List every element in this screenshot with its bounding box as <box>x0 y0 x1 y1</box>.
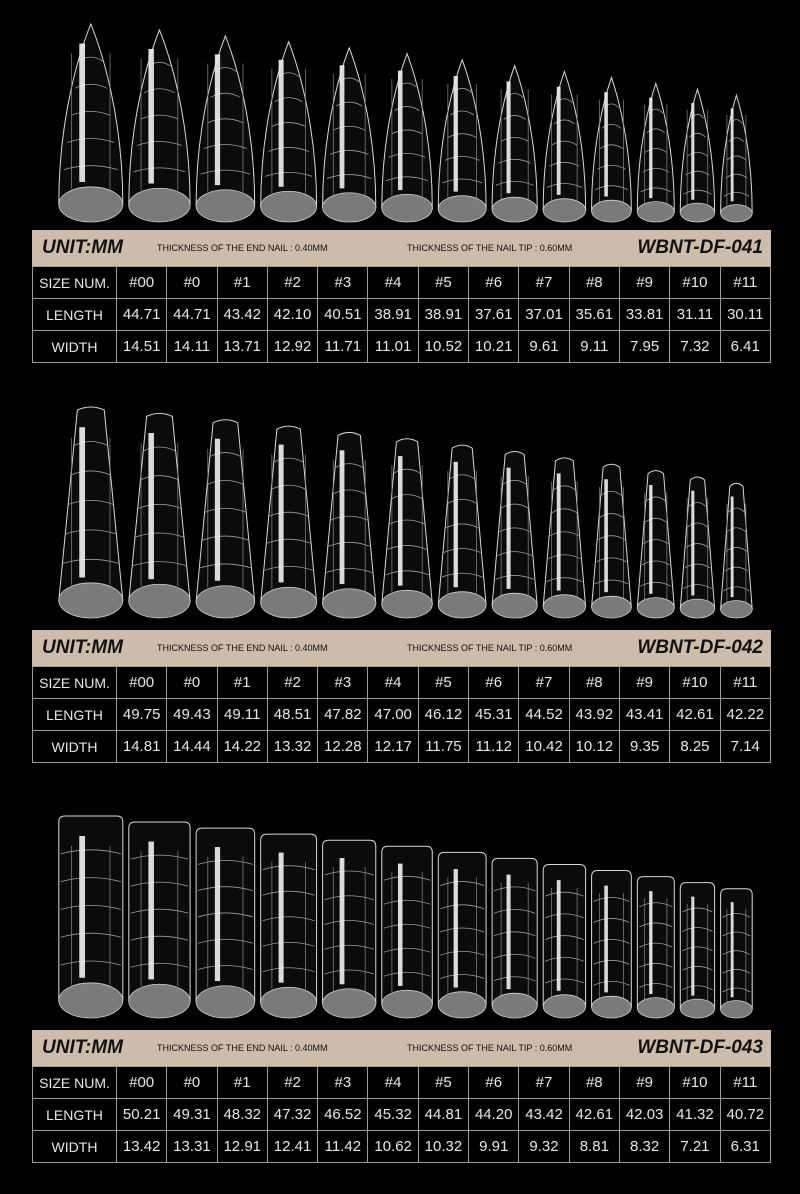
spec-header <box>32 630 771 666</box>
nail-tip-3 <box>261 834 317 1018</box>
spec-header <box>32 1030 771 1066</box>
nail-tip-0 <box>59 407 123 618</box>
width-cell: 9.61 <box>519 331 569 363</box>
nail-tip-1 <box>129 822 190 1018</box>
spec-header <box>32 230 771 266</box>
width-cell: 13.42 <box>117 1131 167 1163</box>
length-cell: 49.75 <box>117 699 167 731</box>
stiletto-nail-row <box>32 8 771 226</box>
length-cell: 38.91 <box>368 299 418 331</box>
length-cell: 45.31 <box>469 699 519 731</box>
width-cell: 10.21 <box>469 331 519 363</box>
size-cell: #8 <box>569 667 619 699</box>
width-cell: 13.32 <box>267 731 317 763</box>
row-label: LENGTH <box>33 299 117 331</box>
row-label: SIZE NUM. <box>33 1067 117 1099</box>
nail-tip-8 <box>543 72 585 222</box>
width-cell: 9.91 <box>469 1131 519 1163</box>
width-cell: 6.31 <box>720 1131 770 1163</box>
length-cell: 42.61 <box>670 699 720 731</box>
length-cell: 45.32 <box>368 1099 418 1131</box>
width-cell: 10.62 <box>368 1131 418 1163</box>
length-cell: 47.82 <box>318 699 368 731</box>
nail-tip-5 <box>382 846 433 1018</box>
width-cell: 11.12 <box>469 731 519 763</box>
table-row-length <box>33 1099 771 1131</box>
nail-tip-0 <box>59 24 123 222</box>
row-label: SIZE NUM. <box>33 267 117 299</box>
width-cell: 12.41 <box>267 1131 317 1163</box>
length-cell: 44.71 <box>117 299 167 331</box>
width-cell: 11.01 <box>368 331 418 363</box>
square-nail-row <box>32 800 771 1022</box>
size-cell: #6 <box>469 1067 519 1099</box>
size-cell: #0 <box>167 1067 217 1099</box>
length-cell: 40.51 <box>318 299 368 331</box>
nail-illustration-041 <box>32 8 771 226</box>
length-cell: 33.81 <box>619 299 669 331</box>
nail-tip-3 <box>261 426 317 618</box>
size-cell: #6 <box>469 267 519 299</box>
width-cell: 7.21 <box>670 1131 720 1163</box>
width-cell: 8.32 <box>619 1131 669 1163</box>
width-cell: 13.31 <box>167 1131 217 1163</box>
row-label: WIDTH <box>33 331 117 363</box>
length-cell: 31.11 <box>670 299 720 331</box>
width-cell: 14.81 <box>117 731 167 763</box>
spec-panel-041 <box>32 230 771 363</box>
nail-tip-10 <box>637 471 674 618</box>
nail-tip-12 <box>721 889 753 1018</box>
size-cell: #11 <box>720 267 770 299</box>
nail-tip-9 <box>592 464 632 618</box>
width-cell: 6.41 <box>720 331 770 363</box>
nail-tip-2 <box>196 420 255 618</box>
size-cell: #10 <box>670 667 720 699</box>
spec-panel-042 <box>32 630 771 763</box>
size-cell: #00 <box>117 267 167 299</box>
size-cell: #1 <box>217 667 267 699</box>
nail-tip-2 <box>196 828 255 1018</box>
row-label: WIDTH <box>33 1131 117 1163</box>
width-cell: 11.42 <box>318 1131 368 1163</box>
size-cell: #3 <box>318 1067 368 1099</box>
size-cell: #10 <box>670 1067 720 1099</box>
nail-tip-8 <box>543 458 585 618</box>
width-cell: 11.75 <box>418 731 468 763</box>
width-cell: 12.91 <box>217 1131 267 1163</box>
length-cell: 37.01 <box>519 299 569 331</box>
length-cell: 46.52 <box>318 1099 368 1131</box>
size-cell: #0 <box>167 667 217 699</box>
nail-illustration-043 <box>32 800 771 1022</box>
size-cell: #2 <box>267 667 317 699</box>
size-cell: #4 <box>368 667 418 699</box>
size-cell: #7 <box>519 667 569 699</box>
size-table <box>32 666 771 763</box>
table-row-size <box>33 267 771 299</box>
nail-tip-6 <box>438 60 486 222</box>
width-cell: 7.95 <box>619 331 669 363</box>
size-cell: #9 <box>619 267 669 299</box>
width-cell: 8.25 <box>670 731 720 763</box>
end-thickness: THICKNESS OF THE END NAIL : 0.40MM <box>157 1043 328 1053</box>
model-number: WBNT-DF-042 <box>637 637 763 658</box>
table-row-width <box>33 1131 771 1163</box>
tip-thickness: THICKNESS OF THE NAIL TIP : 0.60MM <box>407 243 573 253</box>
size-cell: #0 <box>167 267 217 299</box>
length-cell: 49.11 <box>217 699 267 731</box>
nail-illustration-042 <box>32 390 771 622</box>
length-cell: 49.43 <box>167 699 217 731</box>
length-cell: 42.10 <box>267 299 317 331</box>
length-cell: 50.21 <box>117 1099 167 1131</box>
length-cell: 44.81 <box>418 1099 468 1131</box>
nail-tip-9 <box>592 871 632 1018</box>
size-cell: #4 <box>368 1067 418 1099</box>
model-number: WBNT-DF-041 <box>637 237 763 258</box>
nail-tip-10 <box>637 83 674 222</box>
table-row-width <box>33 731 771 763</box>
nail-tip-7 <box>492 66 537 222</box>
size-cell: #5 <box>418 667 468 699</box>
nail-tip-7 <box>492 452 537 618</box>
table-row-size <box>33 667 771 699</box>
nail-tip-1 <box>129 413 190 618</box>
width-cell: 10.32 <box>418 1131 468 1163</box>
length-cell: 44.20 <box>469 1099 519 1131</box>
size-cell: #6 <box>469 667 519 699</box>
unit-label: UNIT:MM <box>42 237 123 258</box>
tip-thickness: THICKNESS OF THE NAIL TIP : 0.60MM <box>407 643 573 653</box>
length-cell: 43.41 <box>619 699 669 731</box>
size-table <box>32 1066 771 1163</box>
nail-tip-12 <box>721 483 753 618</box>
size-cell: #1 <box>217 267 267 299</box>
width-cell: 12.17 <box>368 731 418 763</box>
size-table <box>32 266 771 363</box>
unit-label: UNIT:MM <box>42 1037 123 1058</box>
size-cell: #10 <box>670 267 720 299</box>
length-cell: 43.92 <box>569 699 619 731</box>
length-cell: 43.42 <box>519 1099 569 1131</box>
table-row-width <box>33 331 771 363</box>
model-number: WBNT-DF-043 <box>637 1037 763 1058</box>
table-row-length <box>33 299 771 331</box>
size-cell: #8 <box>569 1067 619 1099</box>
row-label: SIZE NUM. <box>33 667 117 699</box>
table-row-length <box>33 699 771 731</box>
spec-panel-043 <box>32 1030 771 1163</box>
size-cell: #11 <box>720 667 770 699</box>
size-cell: #4 <box>368 267 418 299</box>
nail-tip-11 <box>680 477 714 618</box>
size-cell: #11 <box>720 1067 770 1099</box>
length-cell: 40.72 <box>720 1099 770 1131</box>
width-cell: 14.11 <box>167 331 217 363</box>
width-cell: 13.71 <box>217 331 267 363</box>
unit-label: UNIT:MM <box>42 637 123 658</box>
size-cell: #7 <box>519 1067 569 1099</box>
width-cell: 11.71 <box>318 331 368 363</box>
width-cell: 8.81 <box>569 1131 619 1163</box>
length-cell: 30.11 <box>720 299 770 331</box>
nail-tip-4 <box>323 840 376 1018</box>
width-cell: 10.42 <box>519 731 569 763</box>
nail-tip-7 <box>492 858 537 1018</box>
width-cell: 7.14 <box>720 731 770 763</box>
size-cell: #00 <box>117 667 167 699</box>
length-cell: 48.32 <box>217 1099 267 1131</box>
length-cell: 42.03 <box>619 1099 669 1131</box>
nail-tip-3 <box>261 42 317 222</box>
width-cell: 14.44 <box>167 731 217 763</box>
width-cell: 10.52 <box>418 331 468 363</box>
length-cell: 47.32 <box>267 1099 317 1131</box>
length-cell: 47.00 <box>368 699 418 731</box>
nail-tip-0 <box>59 816 123 1018</box>
width-cell: 14.51 <box>117 331 167 363</box>
nail-tip-6 <box>438 852 486 1018</box>
nail-tip-4 <box>323 432 376 618</box>
row-label: LENGTH <box>33 699 117 731</box>
row-label: WIDTH <box>33 731 117 763</box>
nail-tip-1 <box>129 30 190 222</box>
width-cell: 12.92 <box>267 331 317 363</box>
nail-tip-5 <box>382 54 433 222</box>
size-cell: #8 <box>569 267 619 299</box>
size-cell: #9 <box>619 1067 669 1099</box>
width-cell: 7.32 <box>670 331 720 363</box>
nail-tip-11 <box>680 89 714 222</box>
width-cell: 12.28 <box>318 731 368 763</box>
size-cell: #5 <box>418 1067 468 1099</box>
length-cell: 46.12 <box>418 699 468 731</box>
tip-thickness: THICKNESS OF THE NAIL TIP : 0.60MM <box>407 1043 573 1053</box>
width-cell: 9.32 <box>519 1131 569 1163</box>
length-cell: 48.51 <box>267 699 317 731</box>
nail-tip-8 <box>543 864 585 1018</box>
nail-tip-12 <box>721 95 753 222</box>
end-thickness: THICKNESS OF THE END NAIL : 0.40MM <box>157 243 328 253</box>
size-cell: #2 <box>267 267 317 299</box>
row-label: LENGTH <box>33 1099 117 1131</box>
length-cell: 38.91 <box>418 299 468 331</box>
width-cell: 10.12 <box>569 731 619 763</box>
width-cell: 9.11 <box>569 331 619 363</box>
length-cell: 35.61 <box>569 299 619 331</box>
length-cell: 41.32 <box>670 1099 720 1131</box>
size-cell: #3 <box>318 267 368 299</box>
table-row-size <box>33 1067 771 1099</box>
nail-tip-11 <box>680 883 714 1018</box>
length-cell: 43.42 <box>217 299 267 331</box>
nail-tip-2 <box>196 36 255 222</box>
size-cell: #1 <box>217 1067 267 1099</box>
size-cell: #7 <box>519 267 569 299</box>
length-cell: 44.52 <box>519 699 569 731</box>
nail-tip-10 <box>637 877 674 1018</box>
length-cell: 49.31 <box>167 1099 217 1131</box>
length-cell: 37.61 <box>469 299 519 331</box>
size-cell: #00 <box>117 1067 167 1099</box>
size-cell: #3 <box>318 667 368 699</box>
width-cell: 9.35 <box>619 731 669 763</box>
end-thickness: THICKNESS OF THE END NAIL : 0.40MM <box>157 643 328 653</box>
coffin-nail-row <box>32 390 771 622</box>
size-cell: #2 <box>267 1067 317 1099</box>
width-cell: 14.22 <box>217 731 267 763</box>
length-cell: 44.71 <box>167 299 217 331</box>
size-cell: #9 <box>619 667 669 699</box>
length-cell: 42.22 <box>720 699 770 731</box>
length-cell: 42.61 <box>569 1099 619 1131</box>
size-cell: #5 <box>418 267 468 299</box>
nail-tip-4 <box>323 48 376 222</box>
nail-tip-6 <box>438 445 486 618</box>
nail-tip-9 <box>592 77 632 222</box>
nail-tip-5 <box>382 439 433 618</box>
